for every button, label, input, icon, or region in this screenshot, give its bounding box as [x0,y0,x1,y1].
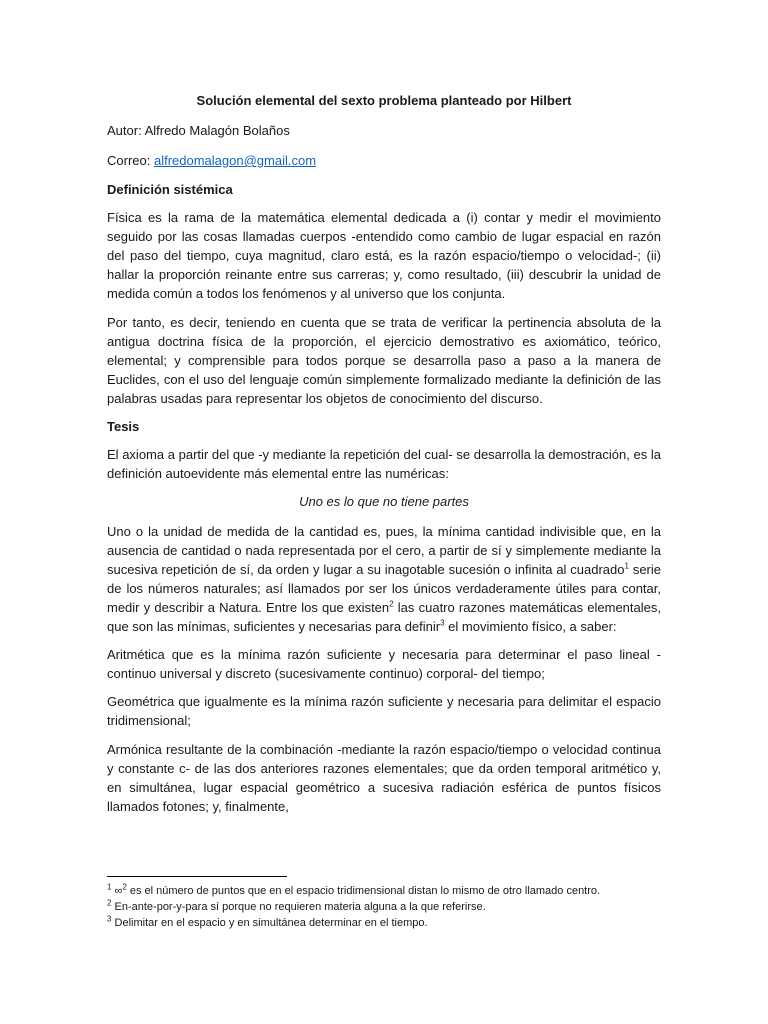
paragraph-4-part-b: serie de los números naturales; así llamados por ser los únicos verdaderamente útiles para contar, medir y describir a Natura. Entre los que existen [107,562,662,615]
paragraph-4-part-a: Uno o la unidad de medida de la cantidad es, pues, la mínima cantidad indivisible que, en la ausencia de cantidad o nada representada por el cero, a partir de sí y simplemente mediante la sucesiva repetición de sí, da orden y lugar a su inagotable sucesión o infinita al cuadrado [107,524,661,577]
paragraph-5: Aritmética que es la mínima razón suficiente y necesaria para determinar el paso lineal -continuo universal y discreto (sucesivamente continuo) corporal- del tiempo; [107,647,661,681]
paragraph-3: El axioma a partir del que -y mediante la repetición del cual- se desarrolla la demostración, es la definición autoevidente más elemental entre las numéricas: [107,447,661,481]
paragraph-2: Por tanto, es decir, teniendo en cuenta que se trata de verificar la pertinencia absoluta de la antigua doctrina física de la proporción, el ejercicio demostrativo es axiomático, teórico, elemental; y comprensible para todos porque se desarrolla paso a paso a la manera de Euclides, con el uso del lenguaje común simplemente formalizado mediante la definición de las palabras usadas para representar los objetos de conocimiento del discurso. [107,315,661,406]
footnote-ref-2: 2 [389,599,394,609]
email-label: Correo: [107,153,154,168]
paragraph-7: Armónica resultante de la combinación -mediante la razón espacio/tiempo o velocidad continua y constante c- de las dos anteriores razones elementales; que da orden temporal aritmético y, en simultánea, lugar espacial geométrico a sucesiva radiación esférica de puntos físicos llamados fotones; y, finalmente, [107,742,661,814]
axiom-statement: Uno es lo que no tiene partes [299,494,469,509]
paragraph-4 [107,522,661,636]
paragraph-4-part-c: las cuatro razones matemáticas elementales, que son las mínimas, suficientes y necesarias para definir [107,600,661,634]
footnote-1: $^1$ ∞$^2$ es el número de puntos que en el espacio tridimensional distan lo mismo de otro llamado centro. [107,882,601,897]
section-heading-definicion: Definición sistémica [107,182,233,197]
paragraph-4-part-d: el movimiento físico, a saber: [444,619,617,634]
document-title: Solución elemental del sexto problema planteado por Hilbert [196,93,572,108]
author-line: Autor: Alfredo Malagón Bolaños [107,123,290,138]
footnote-ref-3: 3 [440,618,445,628]
footnote-2: $^2$ En-ante-por-y-para sí porque no requieren materia alguna a la que referirse. [107,898,486,913]
infinity-symbol: ∞ [114,885,123,897]
email-line [107,151,316,170]
email-link[interactable]: alfredomalagon@gmail.com [153,153,317,168]
section-heading-tesis: Tesis [107,419,140,434]
paragraph-1: Física es la rama de la matemática elemental dedicada a (i) contar y medir el movimiento seguido por las cosas llamadas cuerpos -entendido como cambio de lugar espacial en razón del paso del tiempo, cuya magnitud, claro está, es la razón espacio/tiempo o velocidad-; (ii) hallar la proporción reinante entre sus carreras; y, como resultado, (iii) descubrir la unidad de medida común a todos los fenómenos y al universo que los conjunta. [107,210,661,301]
paragraph-6: Geométrica que igualmente es la mínima razón suficiente y necesaria para delimitar el espacio tridimensional; [107,694,661,728]
footnote-ref-1: 1 [624,561,629,571]
footnote-divider [107,876,287,877]
footnote-3: $^3$ Delimitar en el espacio y en simultánea determinar en el tiempo. [107,914,428,929]
